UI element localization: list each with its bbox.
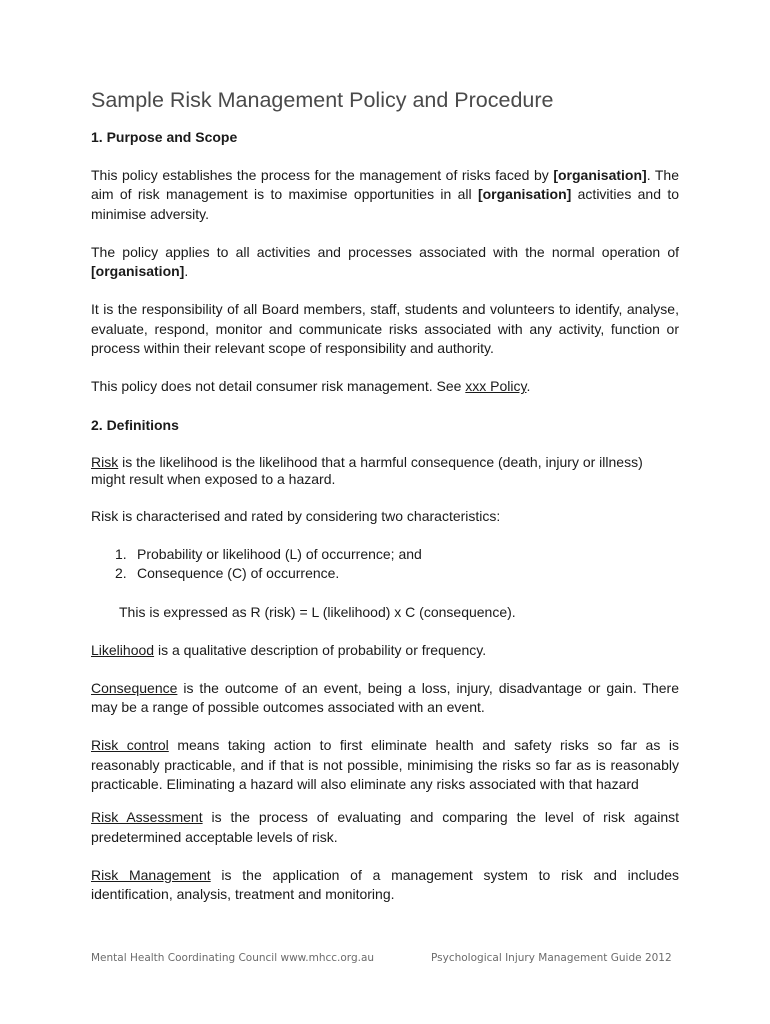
term-likelihood: Likelihood xyxy=(91,641,155,658)
purpose-paragraph-2: The policy applies to all activities and processes associated with the normal operation of [organisation]. xyxy=(91,243,679,280)
definition-risk-control: Risk control means taking action to first eliminate health and safety risks so far as is reasonably practicable, and if that is not possible, minimising the risks so far as is reasonably practicable. Eliminating a hazard will also eliminate any risks associated with that hazard xyxy=(91,737,679,793)
term-risk: Risk xyxy=(91,453,119,470)
list-item: 2. Consequence (C) of occurrence. xyxy=(115,565,340,582)
xxx-policy-link[interactable]: xxx Policy xyxy=(465,378,527,395)
document-page xyxy=(91,86,679,905)
organisation-placeholder: [organisation] xyxy=(477,186,572,203)
organisation-placeholder: [organisation] xyxy=(91,263,185,280)
purpose-paragraph-3: It is the responsibility of all Board members, staff, students and volunteers to identify, analyse, evaluate, respond, monitor and communicate risks associated with any activity, function or process within their relevant scope of responsibility and authority. xyxy=(91,301,679,357)
purpose-paragraph-4: This policy does not detail consumer risk management. See xxx Policy. xyxy=(91,378,531,395)
purpose-paragraph-1: This policy establishes the process for the management of risks faced by [organisation]. The aim of risk management is to maximise opportunities in all [organisation] activities and to minimise adversity. xyxy=(91,167,680,222)
section-heading-purpose: 1. Purpose and Scope xyxy=(91,129,238,145)
page-title: Sample Risk Management Policy and Procedure xyxy=(91,88,554,112)
term-risk-management: Risk Management xyxy=(91,866,211,883)
term-consequence: Consequence xyxy=(91,679,178,696)
term-risk-assessment: Risk Assessment xyxy=(91,809,203,826)
definition-consequence: Consequence is the outcome of an event, being a loss, injury, disadvantage or gain. There may be a range of possible outcomes associated with an event. xyxy=(91,679,679,716)
list-item: 1. Probability or likelihood (L) of occurrence; and xyxy=(115,545,422,562)
risk-formula: This is expressed as R (risk) = L (likelihood) x C (consequence). xyxy=(119,603,516,620)
characteristics-list xyxy=(91,545,679,584)
definition-likelihood: Likelihood is a qualitative description of probability or frequency. xyxy=(91,641,487,658)
risk-characterised-text: Risk is characterised and rated by considering two characteristics: xyxy=(91,507,501,524)
organisation-placeholder: [organisation] xyxy=(553,167,647,183)
definition-risk-assessment: Risk Assessment is the process of evaluating and comparing the level of risk against predetermined acceptable levels of risk. xyxy=(91,809,679,845)
section-heading-definitions: 2. Definitions xyxy=(91,416,179,433)
definition-risk-management: Risk Management is the application of a management system to risk and includes identification, analysis, treatment and monitoring. xyxy=(91,866,680,903)
footer-organisation: Mental Health Coordinating Council www.mhcc.org.au xyxy=(91,952,375,964)
definition-risk: Risk is the likelihood is the likelihood that a harmful consequence (death, injury or illness) might result when exposed to a hazard. xyxy=(91,453,643,487)
footer-guide-title: Psychological Injury Management Guide 2012 xyxy=(431,952,672,964)
term-risk-control: Risk control xyxy=(91,737,169,754)
